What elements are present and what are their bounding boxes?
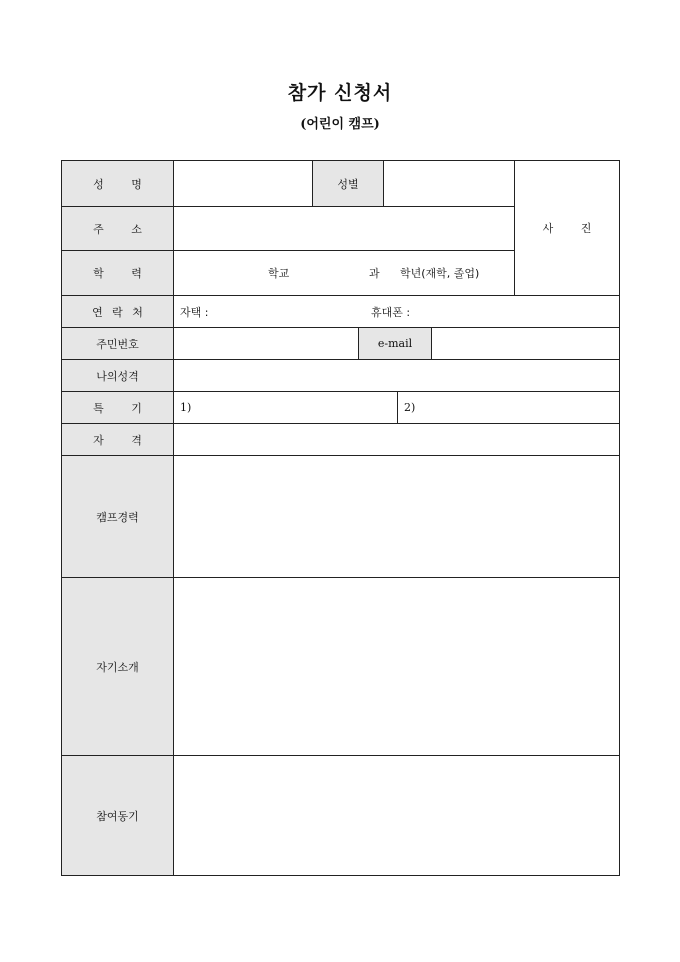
email-label: e-mail <box>358 327 432 360</box>
home-phone-text: 자택 : <box>180 305 209 319</box>
skill-2-field[interactable]: 2) <box>397 391 620 424</box>
qualification-field[interactable] <box>173 423 620 456</box>
photo-box[interactable]: 사 진 <box>514 160 620 296</box>
school-text: 학교 <box>268 267 290 280</box>
self-intro-label: 자기소개 <box>61 577 174 756</box>
motivation-field[interactable] <box>173 755 620 876</box>
form-subtitle: (어린이 캠프) <box>300 117 380 132</box>
education-label: 학 력 <box>61 250 174 296</box>
personality-label: 나의성격 <box>61 359 174 392</box>
camp-experience-label: 캠프경력 <box>61 455 174 578</box>
grade-status-text: 학년(재학, 졸업) <box>400 267 480 280</box>
email-field[interactable] <box>431 327 620 360</box>
form-title: 참가 신청서 <box>287 82 393 104</box>
skill-1-field[interactable]: 1) <box>173 391 398 424</box>
address-label: 주 소 <box>61 206 174 251</box>
id-number-field[interactable] <box>173 327 359 360</box>
contact-field[interactable] <box>173 295 620 328</box>
qualification-label: 자 격 <box>61 423 174 456</box>
camp-experience-field[interactable] <box>173 455 620 578</box>
gender-label: 성별 <box>312 160 384 207</box>
education-field[interactable] <box>173 250 515 296</box>
special-skills-label: 특 기 <box>61 391 174 424</box>
motivation-label: 참여동기 <box>61 755 174 876</box>
name-label: 성 명 <box>61 160 174 207</box>
address-field[interactable] <box>173 206 515 251</box>
id-number-label: 주민번호 <box>61 327 174 360</box>
name-field[interactable] <box>173 160 313 207</box>
self-intro-field[interactable] <box>173 577 620 756</box>
contact-label: 연 락 처 <box>61 295 174 328</box>
gender-field[interactable] <box>383 160 515 207</box>
personality-field[interactable] <box>173 359 620 392</box>
dept-text: 과 <box>369 267 380 280</box>
mobile-phone-text: 휴대폰 : <box>371 305 411 319</box>
